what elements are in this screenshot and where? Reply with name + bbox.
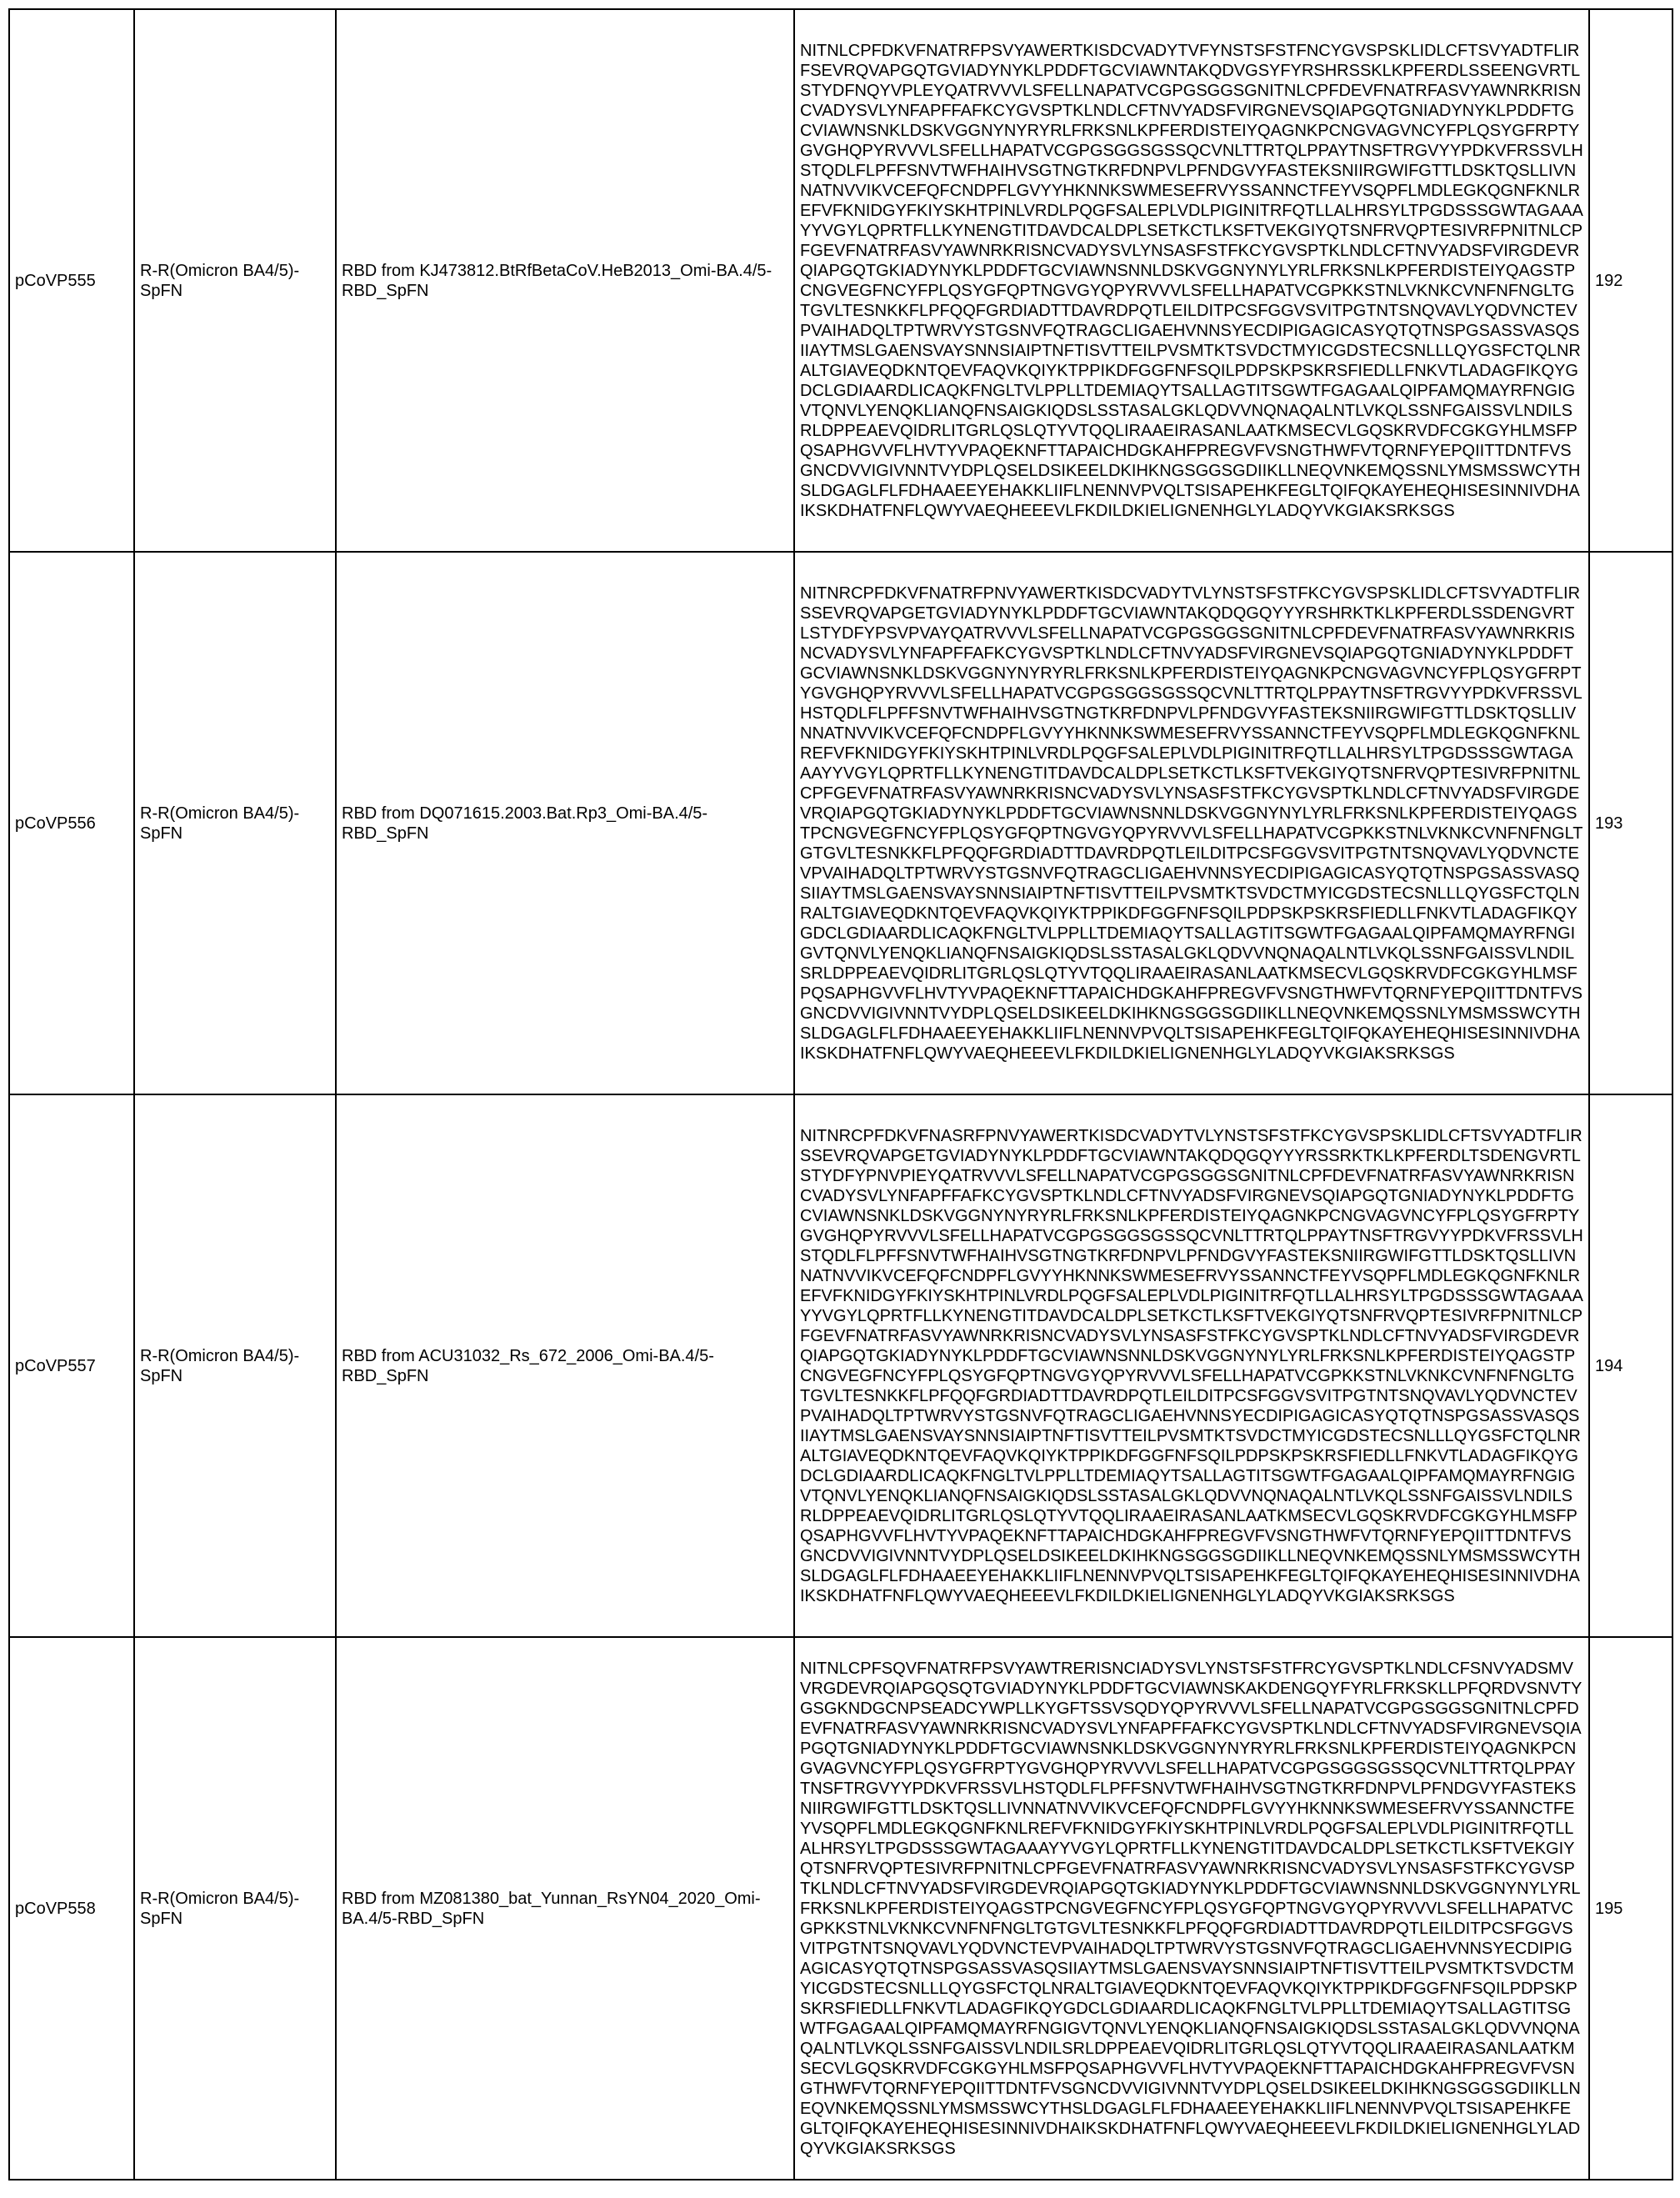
seq-id-number: 194 — [1589, 1094, 1672, 1637]
table-row — [9, 1094, 1672, 1637]
seq-id-number: 195 — [1589, 1637, 1672, 2180]
rbd-source: RBD from DQ071615.2003.Bat.Rp3_Omi-BA.4/5-RBD_SpFN — [336, 552, 794, 1094]
seq-id-number: 192 — [1589, 9, 1672, 552]
construct-name: R-R(Omicron BA4/5)-SpFN — [134, 552, 336, 1094]
rbd-source: RBD from MZ081380_bat_Yunnan_RsYN04_2020_Omi-BA.4/5-RBD_SpFN — [336, 1637, 794, 2180]
sequence-table — [8, 8, 1673, 2180]
table-row — [9, 552, 1672, 1094]
rbd-source: RBD from ACU31032_Rs_672_2006_Omi-BA.4/5-RBD_SpFN — [336, 1094, 794, 1637]
seq-id-number: 193 — [1589, 552, 1672, 1094]
table-row — [9, 9, 1672, 552]
construct-name: R-R(Omicron BA4/5)-SpFN — [134, 9, 336, 552]
plasmid-id: pCoVP556 — [9, 552, 134, 1094]
table-row — [9, 1637, 1672, 2180]
amino-acid-sequence: NITNLCPFDKVFNATRFPSVYAWERTKISDCVADYTVFYNSTSFSTFNCYGVSPSKLIDLCFTSVYADTFLIRFSEVRQVAPGQTGVIADYNYKLPDDFTGCVIAWNTAKQDVGSYFYRSHRSSKLKPFERDLSSEENGVRTLSTYDFNQYVPLEYQATRVVVLSFELLNAPATVCGPGSGGSGNITNLCPFDEVFNATRFASVYAWNRKRISNCVADYSVLYNFAPFFAFKCYGVSPTKLNDLCFTNVYADSFVIRGNEVSQIAPGQTGNIADYNYKLPDDFTGCVIAWNSNKLDSKVGGNYNYRYRLFRKSNLKPFERDISTEIYQAGNKPCNGVAGVNCYFPLQSYGFRPTYGVGHQPYRVVVLSFELLHAPATVCGPGSGGSGSSQCVNLTTRTQLPPAYTNSFTRGVYYPDKVFRSSVLHSTQDLFLPFFSNVTWFHAIHVSGTNGTKRFDNPVLPFNDGVYFASTEKSNIIRGWIFGTTLDSKTQSLLIVNNATNVVIKVCEFQFCNDPFLGVYYHKNNKSWMESEFRVYSSANNCTFEYVSQPFLMDLEGKQGNFKNLREFVFKNIDGYFKIYSKHTPINLVRDLPQGFSALEPLVDLPIGINITRFQTLLALHRSYLTPGDSSSGWTAGAAAYYVGYLQPRTFLLKYNENGTITDAVDCALDPLSETKCTLKSFTVEKGIYQTSNFRVQPTESIVRFPNITNLCPFGEVFNATRFASVYAWNRKRISNCVADYSVLYNSASFSTFKCYGVSPTKLNDLCFTNVYADSFVIRGDEVRQIAPGQTGKIADYNYKLPDDFTGCVIAWNSNNLDSKVGGNYNYLYRLFRKSNLKPFERDISTEIYQAGSTPCNGVEGFNCYFPLQSYGFQPTNGVGYQPYRVVVLSFELLHAPATVCGPKKSTNLVKNKCVNFNFNGLTGTGVLTESNKKFLPFQQFGRDIADTTDAVRDPQTLEILDITPCSFGGVSVITPGTNTSNQVAVLYQDVNCTEVPVAIHADQLTPTWRVYSTGSNVFQTRAGCLIGAEHVNNSYECDIPIGAGICASYQTQTNSPGSASSVASQSIIAYTMSLGAENSVAYSNNSIAIPTNFTISVTTEILPVSMTKTSVDCTMYICGDSTECSNLLLQYGSFCTQLNRALTGIAVEQDKNTQEVFAQVKQIYKTPPIKDFGGFNFSQILPDPSKPSKRSFIEDLLFNKVTLADAGFIKQYGDCLGDIAARDLICAQKFNGLTVLPPLLTDEMIAQYTSALLAGTITSGWTFGAGAALQIPFAMQMAYRFNGIGVTQNVLYENQKLIANQFNSAIGKIQDSLSSTASALGKLQDVVNQNAQALNTLVKQLSSNFGAISSVLNDILSRLDPPEAEVQIDRLITGRLQSLQTYVTQQLIRAAEIRASANLAATKMSECVLGQSKRVDFCGKGYHLMSFPQSAPHGVVFLHVTYVPAQEKNFTTAPAICHDGKAHFPREGVFVSNGTHWFVTQRNFYEPQIITTDNTFVSGNCDVVIGIVNNTVYDPLQSELDSIKEELDKIHKNGSGGSGDIIKLLNEQVNKEMQSSNLYMSMSSWCYTHSLDGAGLFLFDHAAEEYEHAKKLIIFLNENNVPVQLTSISAPEHKFEGLTQIFQKAYEHEQHISESINNIVDHAIKSKDHATFNFLQWYVAEQHEEEVLFKDILDKIELIGNENHGLYLADQYVKGIAKSRKSGS — [794, 9, 1589, 552]
construct-name: R-R(Omicron BA4/5)-SpFN — [134, 1094, 336, 1637]
plasmid-id: pCoVP557 — [9, 1094, 134, 1637]
plasmid-id: pCoVP558 — [9, 1637, 134, 2180]
amino-acid-sequence: NITNRCPFDKVFNASRFPNVYAWERTKISDCVADYTVLYNSTSFSTFKCYGVSPSKLIDLCFTSVYADTFLIRSSEVRQVAPGETGVIADYNYKLPDDFTGCVIAWNTAKQDQGQYYYRSSRKTKLKPFERDLTSDENGVRTLSTYDFYPNVPIEYQATRVVVLSFELLNAPATVCGPGSGGSGNITNLCPFDEVFNATRFASVYAWNRKRISNCVADYSVLYNFAPFFAFKCYGVSPTKLNDLCFTNVYADSFVIRGNEVSQIAPGQTGNIADYNYKLPDDFTGCVIAWNSNKLDSKVGGNYNYRYRLFRKSNLKPFERDISTEIYQAGNKPCNGVAGVNCYFPLQSYGFRPTYGVGHQPYRVVVLSFELLHAPATVCGPGSGGSGSSQCVNLTTRTQLPPAYTNSFTRGVYYPDKVFRSSVLHSTQDLFLPFFSNVTWFHAIHVSGTNGTKRFDNPVLPFNDGVYFASTEKSNIIRGWIFGTTLDSKTQSLLIVNNATNVVIKVCEFQFCNDPFLGVYYHKNNKSWMESEFRVYSSANNCTFEYVSQPFLMDLEGKQGNFKNLREFVFKNIDGYFKIYSKHTPINLVRDLPQGFSALEPLVDLPIGINITRFQTLLALHRSYLTPGDSSSGWTAGAAAYYVGYLQPRTFLLKYNENGTITDAVDCALDPLSETKCTLKSFTVEKGIYQTSNFRVQPTESIVRFPNITNLCPFGEVFNATRFASVYAWNRKRISNCVADYSVLYNSASFSTFKCYGVSPTKLNDLCFTNVYADSFVIRGDEVRQIAPGQTGKIADYNYKLPDDFTGCVIAWNSNNLDSKVGGNYNYLYRLFRKSNLKPFERDISTEIYQAGSTPCNGVEGFNCYFPLQSYGFQPTNGVGYQPYRVVVLSFELLHAPATVCGPKKSTNLVKNKCVNFNFNGLTGTGVLTESNKKFLPFQQFGRDIADTTDAVRDPQTLEILDITPCSFGGVSVITPGTNTSNQVAVLYQDVNCTEVPVAIHADQLTPTWRVYSTGSNVFQTRAGCLIGAEHVNNSYECDIPIGAGICASYQTQTNSPGSASSVASQSIIAYTMSLGAENSVAYSNNSIAIPTNFTISVTTEILPVSMTKTSVDCTMYICGDSTECSNLLLQYGSFCTQLNRALTGIAVEQDKNTQEVFAQVKQIYKTPPIKDFGGFNFSQILPDPSKPSKRSFIEDLLFNKVTLADAGFIKQYGDCLGDIAARDLICAQKFNGLTVLPPLLTDEMIAQYTSALLAGTITSGWTFGAGAALQIPFAMQMAYRFNGIGVTQNVLYENQKLIANQFNSAIGKIQDSLSSTASALGKLQDVVNQNAQALNTLVKQLSSNFGAISSVLNDILSRLDPPEAEVQIDRLITGRLQSLQTYVTQQLIRAAEIRASANLAATKMSECVLGQSKRVDFCGKGYHLMSFPQSAPHGVVFLHVTYVPAQEKNFTTAPAICHDGKAHFPREGVFVSNGTHWFVTQRNFYEPQIITTDNTFVSGNCDVVIGIVNNTVYDPLQSELDSIKEELDKIHKNGSGGSGDIIKLLNEQVNKEMQSSNLYMSMSSWCYTHSLDGAGLFLFDHAAEEYEHAKKLIIFLNENNVPVQLTSISAPEHKFEGLTQIFQKAYEHEQHISESINNIVDHAIKSKDHATFNFLQWYVAEQHEEEVLFKDILDKIELIGNENHGLYLADQYVKGIAKSRKSGS — [794, 1094, 1589, 1637]
rbd-source: RBD from KJ473812.BtRfBetaCoV.HeB2013_Omi-BA.4/5-RBD_SpFN — [336, 9, 794, 552]
plasmid-id: pCoVP555 — [9, 9, 134, 552]
amino-acid-sequence: NITNRCPFDKVFNATRFPNVYAWERTKISDCVADYTVLYNSTSFSTFKCYGVSPSKLIDLCFTSVYADTFLIRSSEVRQVAPGETGVIADYNYKLPDDFTGCVIAWNTAKQDQGQYYYRSHRKTKLKPFERDLSSDENGVRTLSTYDFYPSVPVAYQATRVVVLSFELLNAPATVCGPGSGGSGNITNLCPFDEVFNATRFASVYAWNRKRISNCVADYSVLYNFAPFFAFKCYGVSPTKLNDLCFTNVYADSFVIRGNEVSQIAPGQTGNIADYNYKLPDDFTGCVIAWNSNKLDSKVGGNYNYRYRLFRKSNLKPFERDISTEIYQAGNKPCNGVAGVNCYFPLQSYGFRPTYGVGHQPYRVVVLSFELLHAPATVCGPGSGGSGSSQCVNLTTRTQLPPAYTNSFTRGVYYPDKVFRSSVLHSTQDLFLPFFSNVTWFHAIHVSGTNGTKRFDNPVLPFNDGVYFASTEKSNIIRGWIFGTTLDSKTQSLLIVNNATNVVIKVCEFQFCNDPFLGVYYHKNNKSWMESEFRVYSSANNCTFEYVSQPFLMDLEGKQGNFKNLREFVFKNIDGYFKIYSKHTPINLVRDLPQGFSALEPLVDLPIGINITRFQTLLALHRSYLTPGDSSSGWTAGAAAYYVGYLQPRTFLLKYNENGTITDAVDCALDPLSETKCTLKSFTVEKGIYQTSNFRVQPTESIVRFPNITNLCPFGEVFNATRFASVYAWNRKRISNCVADYSVLYNSASFSTFKCYGVSPTKLNDLCFTNVYADSFVIRGDEVRQIAPGQTGKIADYNYKLPDDFTGCVIAWNSNNLDSKVGGNYNYLYRLFRKSNLKPFERDISTEIYQAGSTPCNGVEGFNCYFPLQSYGFQPTNGVGYQPYRVVVLSFELLHAPATVCGPKKSTNLVKNKCVNFNFNGLTGTGVLTESNKKFLPFQQFGRDIADTTDAVRDPQTLEILDITPCSFGGVSVITPGTNTSNQVAVLYQDVNCTEVPVAIHADQLTPTWRVYSTGSNVFQTRAGCLIGAEHVNNSYECDIPIGAGICASYQTQTNSPGSASSVASQSIIAYTMSLGAENSVAYSNNSIAIPTNFTISVTTEILPVSMTKTSVDCTMYICGDSTECSNLLLQYGSFCTQLNRALTGIAVEQDKNTQEVFAQVKQIYKTPPIKDFGGFNFSQILPDPSKPSKRSFIEDLLFNKVTLADAGFIKQYGDCLGDIAARDLICAQKFNGLTVLPPLLTDEMIAQYTSALLAGTITSGWTFGAGAALQIPFAMQMAYRFNGIGVTQNVLYENQKLIANQFNSAIGKIQDSLSSTASALGKLQDVVNQNAQALNTLVKQLSSNFGAISSVLNDILSRLDPPEAEVQIDRLITGRLQSLQTYVTQQLIRAAEIRASANLAATKMSECVLGQSKRVDFCGKGYHLMSFPQSAPHGVVFLHVTYVPAQEKNFTTAPAICHDGKAHFPREGVFVSNGTHWFVTQRNFYEPQIITTDNTFVSGNCDVVIGIVNNTVYDPLQSELDSIKEELDKIHKNGSGGSGDIIKLLNEQVNKEMQSSNLYMSMSSWCYTHSLDGAGLFLFDHAAEEYEHAKKLIIFLNENNVPVQLTSISAPEHKFEGLTQIFQKAYEHEQHISESINNIVDHAIKSKDHATFNFLQWYVAEQHEEEVLFKDILDKIELIGNENHGLYLADQYVKGIAKSRKSGS — [794, 552, 1589, 1094]
construct-name: R-R(Omicron BA4/5)-SpFN — [134, 1637, 336, 2180]
amino-acid-sequence: NITNLCPFSQVFNATRFPSVYAWTRERISNCIADYSVLYNSTSFSTFRCYGVSPTKLNDLCFSNVYADSMVVRGDEVRQIAPGQSQTGVIADYNYKLPDDFTGCVIAWNSKAKDENGQYFYRLFRKSKLLPFQRDVSNVTYGSGKNDGCNPSEADCYWPLLKYGFTSSVSQDYQPYRVVVLSFELLNAPATVCGPGSGGSGNITNLCPFDEVFNATRFASVYAWNRKRISNCVADYSVLYNFAPFFAFKCYGVSPTKLNDLCFTNVYADSFVIRGNEVSQIAPGQTGNIADYNYKLPDDFTGCVIAWNSNKLDSKVGGNYNYRYRLFRKSNLKPFERDISTEIYQAGNKPCNGVAGVNCYFPLQSYGFRPTYGVGHQPYRVVVLSFELLHAPATVCGPGSGGSGSSQCVNLTTRTQLPPAYTNSFTRGVYYPDKVFRSSVLHSTQDLFLPFFSNVTWFHAIHVSGTNGTKRFDNPVLPFNDGVYFASTEKSNIIRGWIFGTTLDSKTQSLLIVNNATNVVIKVCEFQFCNDPFLGVYYHKNNKSWMESEFRVYSSANNCTFEYVSQPFLMDLEGKQGNFKNLREFVFKNIDGYFKIYSKHTPINLVRDLPQGFSALEPLVDLPIGINITRFQTLLALHRSYLTPGDSSSGWTAGAAAYYVGYLQPRTFLLKYNENGTITDAVDCALDPLSETKCTLKSFTVEKGIYQTSNFRVQPTESIVRFPNITNLCPFGEVFNATRFASVYAWNRKRISNCVADYSVLYNSASFSTFKCYGVSPTKLNDLCFTNVYADSFVIRGDEVRQIAPGQTGKIADYNYKLPDDFTGCVIAWNSNNLDSKVGGNYNYLYRLFRKSNLKPFERDISTEIYQAGSTPCNGVEGFNCYFPLQSYGFQPTNGVGYQPYRVVVLSFELLHAPATVCGPKKSTNLVKNKCVNFNFNGLTGTGVLTESNKKFLPFQQFGRDIADTTDAVRDPQTLEILDITPCSFGGVSVITPGTNTSNQVAVLYQDVNCTEVPVAIHADQLTPTWRVYSTGSNVFQTRAGCLIGAEHVNNSYECDIPIGAGICASYQTQTNSPGSASSVASQSIIAYTMSLGAENSVAYSNNSIAIPTNFTISVTTEILPVSMTKTSVDCTMYICGDSTECSNLLLQYGSFCTQLNRALTGIAVEQDKNTQEVFAQVKQIYKTPPIKDFGGFNFSQILPDPSKPSKRSFIEDLLFNKVTLADAGFIKQYGDCLGDIAARDLICAQKFNGLTVLPPLLTDEMIAQYTSALLAGTITSGWTFGAGAALQIPFAMQMAYRFNGIGVTQNVLYENQKLIANQFNSAIGKIQDSLSSTASALGKLQDVVNQNAQALNTLVKQLSSNFGAISSVLNDILSRLDPPEAEVQIDRLITGRLQSLQTYVTQQLIRAAEIRASANLAATKMSECVLGQSKRVDFCGKGYHLMSFPQSAPHGVVFLHVTYVPAQEKNFTTAPAICHDGKAHFPREGVFVSNGTHWFVTQRNFYEPQIITTDNTFVSGNCDVVIGIVNNTVYDPLQSELDSIKEELDKIHKNGSGGSGDIIKLLNEQVNKEMQSSNLYMSMSSWCYTHSLDGAGLFLFDHAAEEYEHAKKLIIFLNENNVPVQLTSISAPEHKFEGLTQIFQKAYEHEQHISESINNIVDHAIKSKDHATFNFLQWYVAEQHEEEVLFKDILDKIELIGNENHGLYLADQYVKGIAKSRKSGS — [794, 1637, 1589, 2180]
